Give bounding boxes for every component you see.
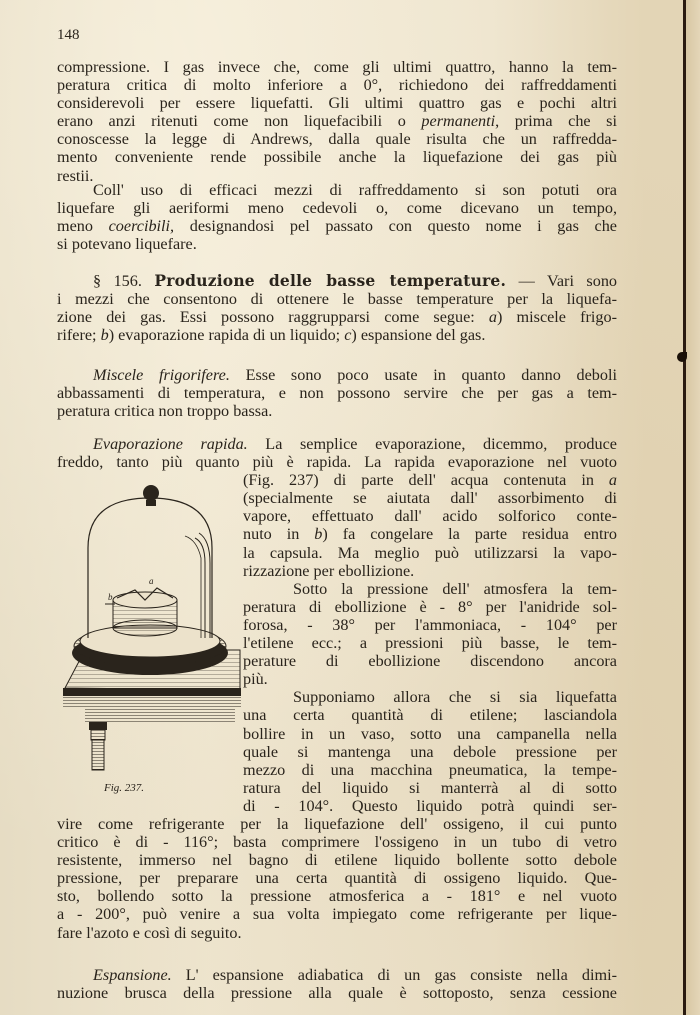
text-line: compressione. I gas invece che, come gli ultimi quattro, hanno la tem- xyxy=(57,58,617,76)
text-line: conoscesse la legge di Andrews, dalla quale risulta che un raffredda- xyxy=(57,130,617,149)
text-line: più. xyxy=(243,670,268,689)
text-line: (specialmente se aiutata dall' assorbimento di xyxy=(243,489,617,508)
text-line: restii. xyxy=(57,166,94,185)
section-heading-line: § 156. Produzione delle basse temperature. — Vari sono xyxy=(93,271,618,290)
figure-caption: Fig. 237. xyxy=(104,782,145,794)
text-line: la capsula. Ma meglio può utilizzarsi la vapo- xyxy=(243,543,617,562)
text-line: si potevano liquefare. xyxy=(57,235,197,254)
text-line: nuzione brusca della pressione alla quale è sottoposto, senza cessione xyxy=(57,984,617,1003)
text-line: forosa, - 38° per l'ammoniaca, - 104° per xyxy=(243,615,617,634)
text-line: fare l'azoto e così di seguito. xyxy=(57,923,242,942)
text-line: mezzo di una macchina pneumatica, la tempe- xyxy=(243,760,617,779)
text-line: bollire in un vaso, sotto una campanella nella xyxy=(243,724,617,743)
spine-mark xyxy=(677,352,687,362)
text-line: considerevoli per essere liquefatti. Gli ultimi quattro gas e pochi altri xyxy=(57,94,617,113)
text-line: vire come refrigerante per la liquefazione dell' ossigeno, il cui punto xyxy=(57,814,617,833)
section-number: § 156. xyxy=(93,272,142,290)
text-line: Coll' uso di efficaci mezzi di raffreddamento si son potuti ora xyxy=(93,181,617,199)
text-line: perature di ebollizione discendono ancora xyxy=(243,652,617,671)
figure-label-b: b xyxy=(108,592,113,602)
bell-jar-illustration xyxy=(55,478,245,778)
text-line: mento conveniente rende possibile anche la liquefazione dei gas più xyxy=(57,148,617,167)
text-line: peratura di ebollizione è - 8° per l'anidride sol- xyxy=(243,597,617,616)
text-line: Espansione. L' espansione adiabatica di un gas consiste nella dimi- xyxy=(93,966,617,984)
figure-237-bell-jar xyxy=(55,478,245,778)
text-line: resistente, immerso nel bagno di etilene liquido bollente sotto debole xyxy=(57,851,617,870)
paragraph-compressione xyxy=(57,58,617,185)
text-line: l'etilene ecc.; a pressioni più basse, le tem- xyxy=(243,634,617,653)
text-line: erano anzi ritenuti come non liquefacibili o permanenti, prima che si xyxy=(57,112,617,131)
text-line: rizzazione per ebollizione. xyxy=(243,561,415,580)
text-line: zione dei gas. Essi possono raggrupparsi come segue: a) miscele frigo- xyxy=(57,308,617,327)
page-number: 148 xyxy=(57,27,80,43)
text-line: Supponiamo allora che si sia liquefatta xyxy=(293,688,617,707)
capsule-dish xyxy=(105,588,177,636)
page-right-edge xyxy=(686,0,700,1015)
book-spine-edge xyxy=(683,0,686,1015)
text-line: abbassamenti di temperatura, e non possono servire che per gas a tem- xyxy=(57,384,617,403)
paragraph-espansione xyxy=(57,966,617,1002)
text-line: freddo, tanto più quanto più è rapida. La rapida evaporazione nel vuoto xyxy=(57,453,617,472)
text-line: Miscele frigorifere. Esse sono poco usate in quanto danno deboli xyxy=(93,366,617,384)
section-title: Produzione delle basse temperature. xyxy=(154,271,507,290)
text-line: nuto in b) fa congelare la parte residua entro xyxy=(243,525,617,544)
text-line: pressione, per preparare una certa quantità di ossigeno liquido. Que- xyxy=(57,869,617,888)
section-156 xyxy=(57,272,617,344)
text-line: ratura del liquido si manterrà al di sotto xyxy=(243,778,617,797)
text-line: peratura critica non troppo bassa. xyxy=(57,402,273,421)
paragraph-coll-uso xyxy=(57,181,617,253)
text-line: Sotto la pressione dell' atmosfera la tem- xyxy=(293,579,617,598)
text-line: di - 104°. Questo liquido potrà quindi ser- xyxy=(243,796,617,815)
text-line: una certa quantità di etilene; lasciandola xyxy=(243,706,617,725)
text-line: peratura critica di molto inferiore a 0°, richiedono dei raffreddamenti xyxy=(57,76,617,95)
text-line: sto, bollendo sotto la pressione atmosferica a - 181° e nel vuoto xyxy=(57,887,617,906)
text-line: vapore, effettuato dall' acido solforico conte- xyxy=(243,507,617,526)
text-line: (Fig. 237) di parte dell' acqua contenuta in a xyxy=(243,471,617,490)
text-line: rifere; b) evaporazione rapida di un liquido; c) espansione del gas. xyxy=(57,326,486,345)
text-line: meno coercibili, designandosi pel passato con questo nome i gas che xyxy=(57,217,617,236)
figure-label-a: a xyxy=(149,576,154,586)
text-line: a - 200°, può venire a sua volta impiegato come refrigerante per lique- xyxy=(57,905,617,924)
paragraph-miscele-frigorifere xyxy=(57,366,617,420)
text-line: Evaporazione rapida. La semplice evaporazione, dicemmo, produce xyxy=(93,435,617,453)
text-line: i mezzi che consentono di ottenere le basse temperature per la liquefa- xyxy=(57,290,617,309)
text-line: liquefare gli aeriformi meno cedevoli o, come dicevano un tempo, xyxy=(57,199,617,218)
text-line: critico è di - 116°; basta comprimere l'ossigeno in un tubo di vetro xyxy=(57,833,617,852)
text-line: quale si mantenga una debole pressione per xyxy=(243,742,617,761)
